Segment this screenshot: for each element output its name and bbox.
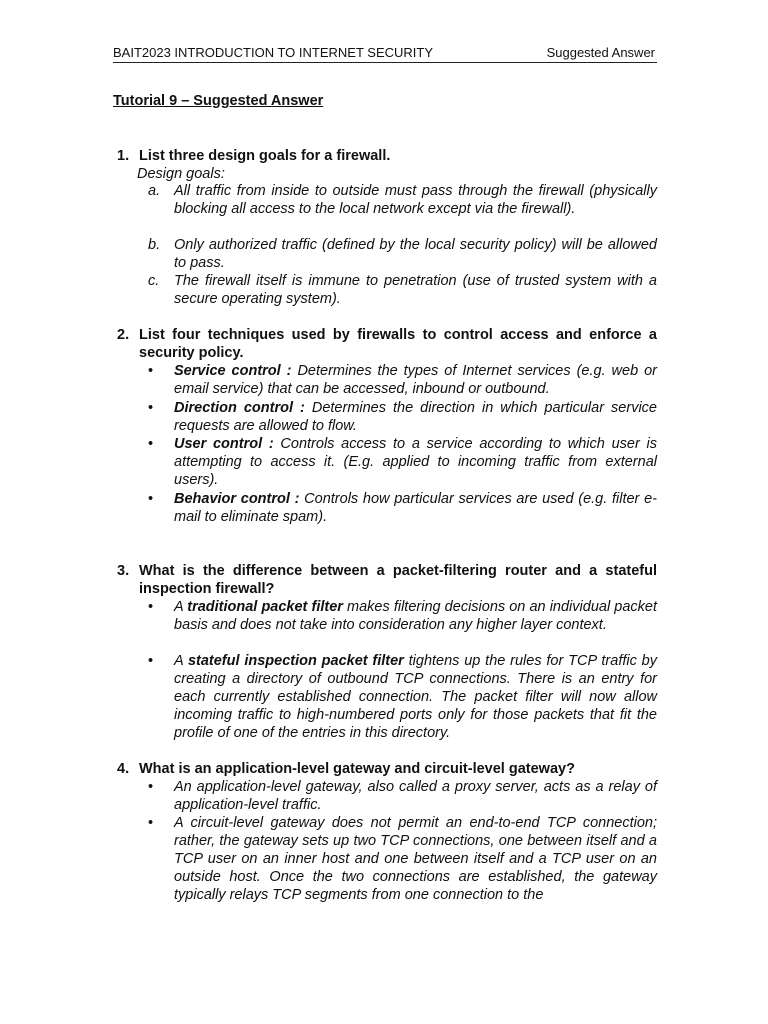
- list-item-text: makes filtering decisions on an individual packet basis and does not take into consideration any higher layer context.: [174, 599, 657, 633]
- question-number: 2.: [117, 327, 130, 343]
- list-item-text: An application-level gateway, also called a proxy server, acts as a relay of application-level traffic.: [174, 779, 657, 813]
- list-item-text: Only authorized traffic (defined by the local security policy) will be allowed to pass.: [174, 237, 657, 271]
- list-item: [148, 598, 657, 634]
- list-item-prefix: A: [174, 599, 188, 615]
- question-4: [113, 760, 657, 778]
- list-item-text: Determines the types of Internet services (e.g. web or email service) that can be accessed, inbound or outbound.: [174, 363, 658, 397]
- list-item: [148, 399, 657, 435]
- list-item-text: The firewall itself is immune to penetration (use of trusted system with a secure operating system).: [174, 273, 657, 307]
- term: User control :: [174, 436, 274, 452]
- bullet-marker: •: [148, 491, 154, 507]
- bullet-marker: •: [148, 436, 154, 452]
- bullet-marker: •: [148, 815, 154, 831]
- list-item: [148, 182, 657, 218]
- question-text: List three design goals for a firewall.: [139, 148, 391, 164]
- list-marker: c.: [148, 273, 160, 289]
- term: Behavior control :: [174, 491, 300, 507]
- question-number: 4.: [117, 761, 130, 777]
- list-item: [148, 652, 657, 742]
- page-title: Tutorial 9 – Suggested Answer: [113, 93, 324, 109]
- question-3: [113, 562, 657, 598]
- term: Direction control :: [174, 400, 305, 416]
- bullet-marker: •: [148, 779, 154, 795]
- question-text: What is an application-level gateway and circuit-level gateway?: [139, 761, 575, 777]
- list-item-text: A circuit-level gateway does not permit an end-to-end TCP connection; rather, the gateway sets up two TCP connections, one between itself and a TCP user on an inner host and one between itself and a TCP user on an outside host. Once the two connections are established, the gateway typically relays TCP segments from one connection to the: [174, 815, 657, 903]
- list-item: [148, 236, 657, 272]
- list-item-text: All traffic from inside to outside must pass through the firewall (physically blocking all access to the local network except via the firewall).: [174, 183, 657, 217]
- list-item: [148, 272, 657, 308]
- question-number: 3.: [117, 563, 130, 579]
- q1-lead: Design goals:: [137, 166, 225, 182]
- list-item-text: Controls how particular services are used (e.g. filter e-mail to eliminate spam).: [174, 491, 657, 525]
- term: traditional packet filter: [187, 599, 343, 615]
- list-item-text: Determines the direction in which particular service requests are allowed to flow.: [174, 400, 657, 434]
- question-text: What is the difference between a packet-filtering router and a stateful inspection firewall?: [139, 563, 657, 597]
- list-item: [148, 814, 657, 904]
- list-marker: b.: [148, 237, 161, 253]
- list-item-text: Controls access to a service according to which user is attempting to access it. (E.g. applied to incoming traffic from external users).: [174, 436, 657, 488]
- question-2: [113, 326, 657, 362]
- bullet-marker: •: [148, 400, 154, 416]
- list-marker: a.: [148, 183, 161, 199]
- question-number: 1.: [117, 148, 130, 164]
- list-item: [148, 490, 657, 526]
- header-label: Suggested Answer: [546, 45, 655, 60]
- term: Service control :: [174, 363, 292, 379]
- header-course: BAIT2023 INTRODUCTION TO INTERNET SECURITY: [113, 45, 433, 60]
- term: stateful inspection packet filter: [187, 653, 404, 669]
- list-item: [148, 778, 657, 814]
- list-item-text: tightens up the rules for TCP traffic by creating a directory of outbound TCP connections. There is an entry for each currently established connection. The packet filter will now allow incoming traffic to high-numbered ports only for those packets that fit the profile of one of the entries in this directory.: [174, 653, 657, 741]
- question-1: [113, 147, 657, 165]
- running-header: [113, 44, 657, 63]
- question-text: List four techniques used by firewalls to control access and enforce a security policy.: [139, 327, 657, 361]
- list-item: [148, 435, 657, 489]
- bullet-marker: •: [148, 653, 154, 669]
- list-item-prefix: A: [174, 653, 188, 669]
- bullet-marker: •: [148, 363, 154, 379]
- list-item: [148, 362, 657, 398]
- bullet-marker: •: [148, 599, 154, 615]
